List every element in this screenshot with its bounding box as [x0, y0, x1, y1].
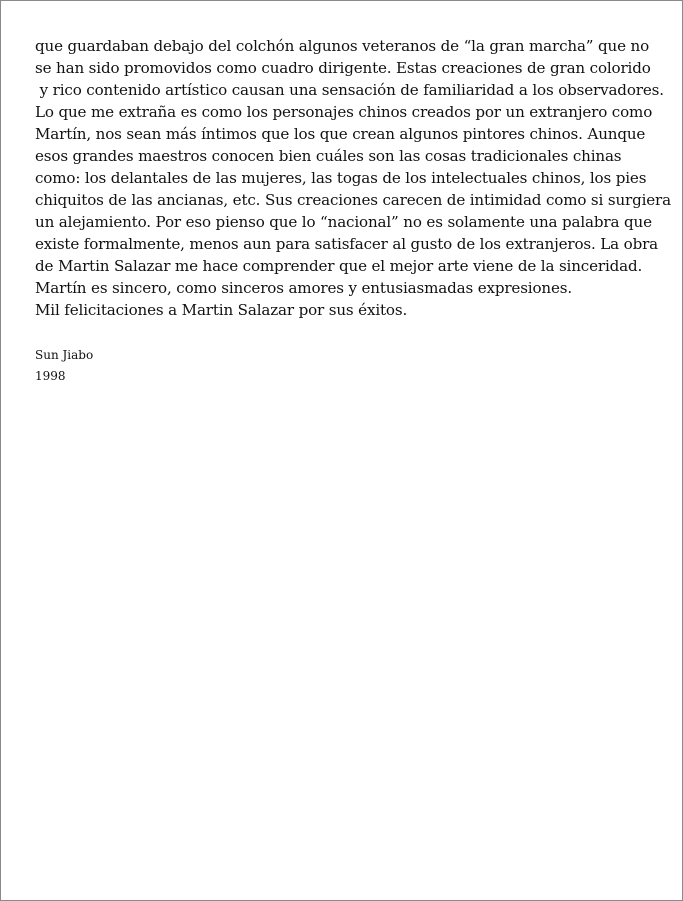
text-line: chiquitos de las ancianas, etc. Sus creaciones carecen de intimidad como si surgiera — [35, 191, 671, 209]
text-line: como: los delantales de las mujeres, las togas de los intelectuales chinos, los pies — [35, 169, 647, 187]
text-line: de Martin Salazar me hace comprender que el mejor arte viene de la sinceridad. — [35, 257, 643, 275]
text-line: y rico contenido artístico causan una sensación de familiaridad a los observadores. — [35, 81, 664, 99]
author-name: Sun Jiabo — [35, 348, 94, 362]
text-line: esos grandes maestros conocen bien cuáles son las cosas tradicionales chinas — [35, 147, 622, 165]
text-line: un alejamiento. Por eso pienso que lo “nacional” no es solamente una palabra que — [35, 213, 652, 231]
body-text — [35, 35, 675, 321]
signature-year: 1998 — [35, 369, 66, 383]
text-line: Lo que me extraña es como los personajes chinos creados por un extranjero como — [35, 103, 653, 121]
text-line: Mil felicitaciones a Martin Salazar por sus éxitos. — [35, 301, 408, 319]
text-line: que guardaban debajo del colchón algunos veteranos de “la gran marcha” que no — [35, 37, 650, 55]
text-line: se han sido promovidos como cuadro dirigente. Estas creaciones de gran colorido — [35, 59, 651, 77]
text-line: Martín es sincero, como sinceros amores y entusiasmadas expresiones. — [35, 279, 573, 297]
text-line: existe formalmente, menos aun para satisfacer al gusto de los extranjeros. La obra — [35, 235, 659, 253]
signature-block — [35, 345, 93, 387]
text-line: Martín, nos sean más íntimos que los que crean algunos pintores chinos. Aunque — [35, 125, 646, 143]
